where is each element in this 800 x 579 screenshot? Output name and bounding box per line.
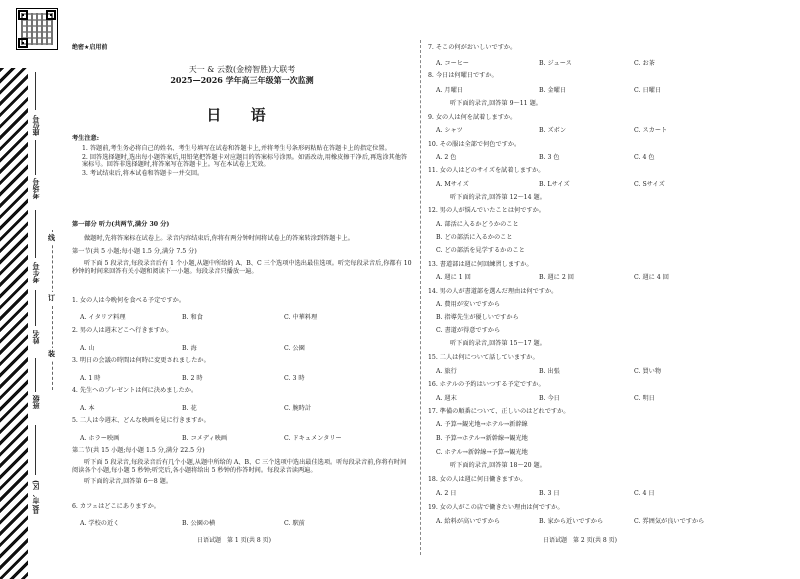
- binding-sidebar: [0, 0, 62, 579]
- option-a: A. 週末: [436, 395, 457, 402]
- note-item: 3. 考试结束后,将本试卷和答题卡一并交回。: [82, 170, 204, 177]
- page-footer-right: 日语试题 第 2 页(共 8 页): [543, 537, 617, 544]
- note-item: 2. 回答选择题时,选出每小题答案后,用铅笔把答题卡对应题目的答案标号涂黑。如需改动,用橡皮擦干净后,再选涂其他答案标号。回答非选择题时,将答案写在答题卡上。写在本试卷上无效。: [82, 153, 408, 169]
- notes-heading: 考生注意:: [72, 135, 100, 142]
- question-15: 15. 二人は何について話していますか。: [428, 354, 539, 361]
- option-b: B. Lサイズ: [539, 181, 570, 188]
- option-c: C. どの部活を見学するかのこと: [436, 247, 525, 254]
- option-c: C. 雰囲気が良いですから: [634, 518, 705, 525]
- question-3: 3. 明日の会議の時間は何時に変更されましたか。: [72, 357, 210, 364]
- listen-instruction: 听下面的录音,回答第 6～8 题。: [84, 478, 173, 486]
- option-c: C. 明日: [634, 395, 655, 402]
- option-a: A. Mサイズ: [436, 181, 469, 188]
- option-b: B. どの部活に入るかのこと: [436, 234, 513, 241]
- question-11: 11. 女の人はどのサイズを試着しますか。: [428, 167, 545, 174]
- cut-line: [52, 230, 53, 390]
- exam-title: [72, 64, 412, 86]
- question-17: 17. 準備の順番について、正しいのはどれですか。: [428, 408, 570, 415]
- option-a: A. 旅行: [436, 368, 457, 375]
- option-b: B. コメディ映画: [182, 435, 228, 442]
- option-a: A. コーヒー: [436, 60, 469, 67]
- question-9: 9. 女の人は何を試着しますか。: [428, 114, 517, 121]
- listen-instruction: 听下面的录音,回答第 18～20 题。: [450, 462, 546, 469]
- question-16: 16. ホテルの予約はいつする予定ですか。: [428, 381, 545, 388]
- option-c: C. 3 時: [284, 375, 305, 382]
- option-c: C. Sサイズ: [634, 181, 665, 188]
- part1-heading: 第一部分 听力(共两节,满分 30 分): [72, 221, 170, 228]
- option-b: B. 3 日: [539, 490, 560, 497]
- subject-title: 日 语: [206, 106, 278, 124]
- part1-block: [72, 221, 412, 276]
- option-c: C. 中華料理: [284, 314, 318, 321]
- option-a: A. 給料が高いですから: [436, 518, 501, 525]
- question-18: 18. 女の人は週に何日働きますか。: [428, 476, 527, 483]
- option-b: B. 今日: [539, 395, 560, 402]
- option-a: A. 学校の近く: [80, 520, 120, 527]
- option-c: C. スカート: [634, 127, 668, 134]
- option-c: C. 書道が得意ですから: [436, 327, 501, 334]
- option-a: A. 2 色: [436, 154, 457, 161]
- question-13: 13. 書道部は週に何回練習しますか。: [428, 261, 533, 268]
- option-b: B. 海: [182, 345, 197, 352]
- option-c: C. 腕時計: [284, 405, 312, 412]
- secret-mark: 绝密★启用前: [72, 44, 108, 51]
- option-c: C. 週に 4 回: [634, 274, 669, 281]
- candidate-number-label: 考生号: [32, 262, 40, 283]
- option-a: A. イタリア料理: [80, 314, 126, 321]
- option-a: A. シャツ: [436, 127, 463, 134]
- option-a: A. 月曜日: [436, 87, 463, 94]
- black-stripe-band: [0, 68, 28, 579]
- qr-code-icon: [16, 8, 58, 50]
- question-2: 2. 男の人は週末どこへ行きますか。: [72, 327, 173, 334]
- option-a: A. 本: [80, 405, 95, 412]
- option-b: B. 金曜日: [539, 87, 567, 94]
- option-b: B. ジュース: [539, 60, 572, 67]
- option-c: C. 4 日: [634, 490, 655, 497]
- fill-line: [35, 210, 36, 258]
- exam-title-line2: 2025—2026 学年高三年级第一次监测: [170, 75, 314, 86]
- question-5: 5. 二人は今週末、どんな映画を見に行きますか。: [72, 417, 210, 424]
- option-c: C. 4 色: [634, 154, 655, 161]
- option-b: B. 花: [182, 405, 197, 412]
- option-a: A. 1 時: [80, 375, 101, 382]
- section2-heading: 第二节(共 15 小题;每小题 1.5 分,满分 22.5 分): [72, 447, 205, 454]
- exam-room-label: 考场号: [32, 178, 40, 199]
- option-c: C. ドキュメンタリー: [284, 435, 342, 442]
- section1-heading: 第一节(共 5 小题;每小题 1.5 分,满分 7.5 分): [72, 247, 197, 255]
- name-label: 姓名: [32, 330, 40, 344]
- option-a: A. 予算→観光地→ホテル→新幹線: [436, 421, 528, 428]
- section1-desc: 听下面 5 段录音,每段录音后有 1 个小题,从题中所给的 A、B、C 三个选项中选出最佳选项。听完每段录音后,你都有 10 秒钟的时间来回答有关小题和阅读下一小题。每段录音只播放一遍。: [72, 260, 412, 275]
- question-8: 8. 今日は何曜日ですか。: [428, 72, 498, 79]
- option-a: A. ホラー映画: [80, 435, 120, 442]
- option-a: A. 費用が安いですから: [436, 301, 501, 308]
- question-10: 10. その服は全部で何色ですか。: [428, 141, 521, 148]
- option-b: B. 2 時: [182, 375, 203, 382]
- exam-title-line1: 天一 & 云数(金榜智胜)大联考: [188, 65, 296, 74]
- fill-line: [35, 425, 36, 475]
- option-b: B. 出張: [539, 368, 560, 375]
- fill-line: [35, 358, 36, 392]
- option-c: C. 駅前: [284, 520, 305, 527]
- fill-line: [35, 140, 36, 175]
- fill-line: [35, 72, 36, 110]
- question-12: 12. 男の人が悩んでいたことは何ですか。: [428, 207, 545, 214]
- option-b: B. 予算→ホテル→新幹線→観光地: [436, 435, 528, 442]
- listen-instruction: 听下面的录音,回答第 15～17 题。: [450, 340, 546, 347]
- part1-intro: 做题时,先将答案标在试卷上。录音内容结束后,你将有两分钟时间将试卷上的答案转涂到答题卡上。: [84, 234, 354, 242]
- option-b: B. 指導先生が優しいですから: [436, 314, 519, 321]
- option-b: B. 公園の横: [182, 520, 216, 527]
- option-b: B. 家から近いですから: [539, 518, 604, 525]
- section2-block: [72, 447, 412, 486]
- note-item: 1. 答题前,考生务必将自己的姓名、考生号填写在试卷和答题卡上,并将考生号条形码粘贴在答题卡上的指定位置。: [82, 144, 391, 152]
- option-a: A. 部活に入るかどうかのこと: [436, 221, 519, 228]
- question-19: 19. 女の人がこの店で働きたい理由は何ですか。: [428, 504, 564, 511]
- question-7: 7. そこの何がおいしいですか。: [428, 44, 517, 51]
- cut-mark-bind: 订: [48, 293, 55, 302]
- question-14: 14. 男の人が書道部を選んだ理由は何ですか。: [428, 288, 558, 295]
- option-c: C. 買い物: [634, 368, 662, 375]
- option-b: B. ズボン: [539, 127, 567, 134]
- option-c: C. ホテル→新幹線→予算→観光地: [436, 449, 528, 456]
- notes-block: [72, 135, 412, 179]
- county-label: 县(市、区): [32, 480, 40, 515]
- page-footer-left: 日语试题 第 1 页(共 8 页): [197, 537, 271, 544]
- option-c: C. 日曜日: [634, 87, 662, 94]
- option-a: A. 週に 1 回: [436, 274, 471, 281]
- cut-mark-line: 线: [48, 233, 55, 242]
- listen-instruction: 听下面的录音,回答第 12～14 题。: [450, 194, 546, 201]
- option-a: A. 山: [80, 345, 95, 352]
- seat-number-label: 座位号: [32, 115, 40, 136]
- page-divider: [420, 40, 421, 555]
- option-b: B. 週に 2 回: [539, 274, 574, 281]
- option-a: A. 2 日: [436, 490, 457, 497]
- option-b: B. 和食: [182, 314, 203, 321]
- option-b: B. 3 色: [539, 154, 560, 161]
- option-c: C. 公園: [284, 345, 305, 352]
- fill-line: [35, 290, 36, 326]
- cut-mark-mount: 装: [48, 349, 55, 358]
- option-c: C. お茶: [634, 60, 655, 67]
- listen-instruction: 听下面的录音,回答第 9～11 题。: [450, 100, 542, 107]
- question-4: 4. 先生へのプレゼントは何に決めましたか。: [72, 387, 198, 394]
- section2-desc: 听下面 5 段录音,每段录音后有几个小题,从题中所给的 A、B、C 三个选项中选出最佳选项。听每段录音前,你将有时间阅读各个小题,每小题 5 秒钟;听完后,各小题将给出 5 秒钟的作答时间。每段录音读两遍。: [72, 458, 407, 474]
- question-1: 1. 女の人は今晩何を食べる予定ですか。: [72, 297, 186, 304]
- class-label: 班级: [32, 395, 40, 409]
- question-6: 6. カフェはどこにありますか。: [72, 503, 160, 510]
